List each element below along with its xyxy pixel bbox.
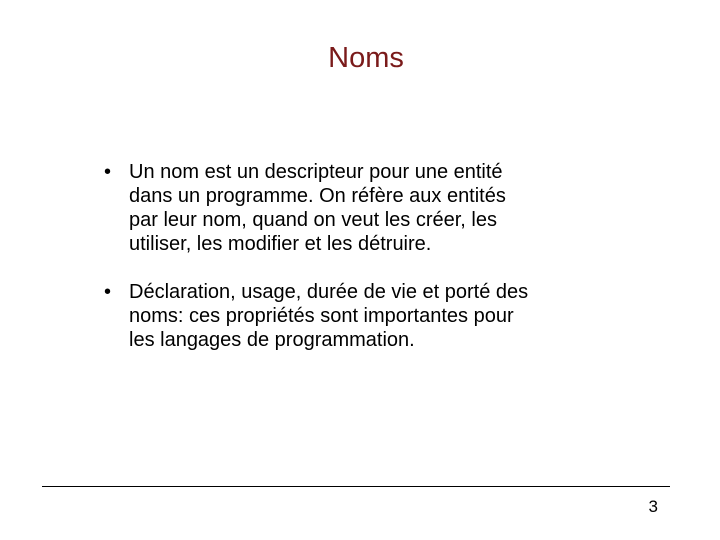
bullet-item <box>104 160 664 256</box>
page-number: 3 <box>648 497 658 516</box>
bullet-text-line: Déclaration, usage, durée de vie et porté des <box>129 281 529 303</box>
bullet-text-line: les langages de programmation. <box>129 329 415 351</box>
bullet-text-line: dans un programme. On réfère aux entités <box>129 185 506 207</box>
bullet-text-line: par leur nom, quand on veut les créer, les <box>129 209 497 231</box>
bullet-item <box>104 280 664 352</box>
bullet-icon: • <box>104 161 112 183</box>
bullet-icon: • <box>104 281 112 303</box>
bullet-text-line: noms: ces propriétés sont importantes pour <box>129 305 514 327</box>
footer-divider <box>42 486 670 487</box>
bullet-text-line: utiliser, les modifier et les détruire. <box>129 233 432 255</box>
slide-title: Noms <box>328 42 404 74</box>
bullet-text-line: Un nom est un descripteur pour une entité <box>129 161 503 183</box>
bullet-list <box>104 160 664 352</box>
